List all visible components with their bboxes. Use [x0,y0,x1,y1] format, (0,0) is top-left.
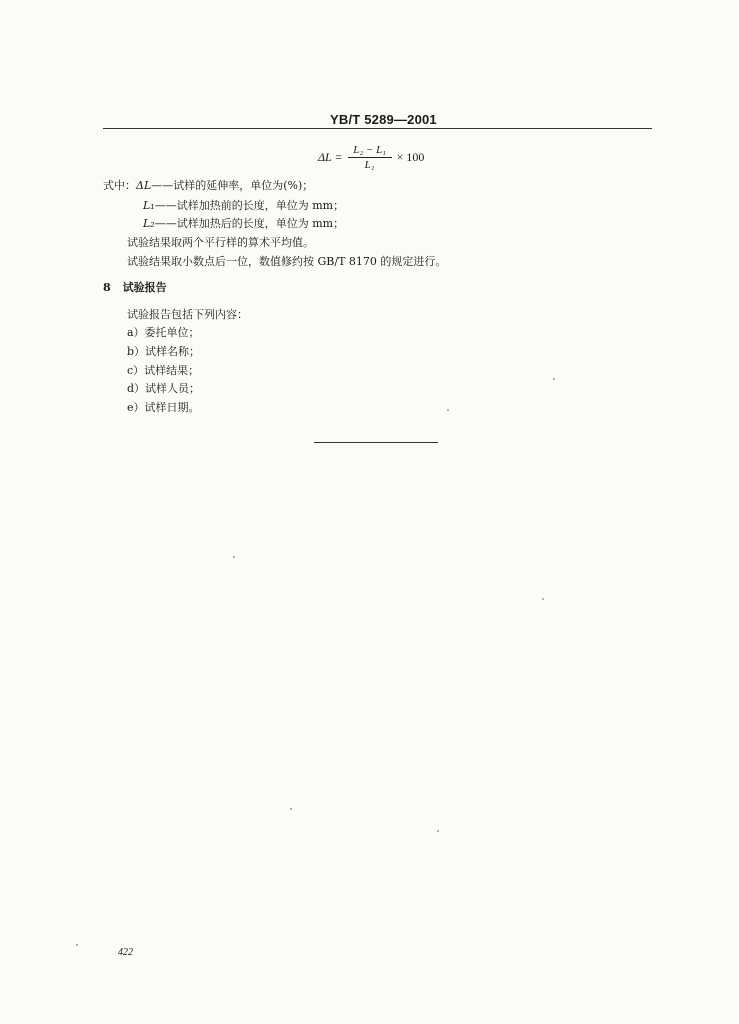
fraction-bar [348,157,392,158]
page-number: 422 [118,947,133,958]
formula-denominator: L₁ [364,159,375,171]
definition-symbol: L₂ [143,217,155,230]
scan-speck [542,598,544,600]
definition-prefix: 式中： [103,179,136,192]
report-item: c）试样结果； [127,364,200,377]
section-8-heading [103,279,167,295]
definition-symbol: ΔL [136,179,152,192]
report-item: b）试样名称； [127,345,201,358]
definition-text: ——试样加热前的长度，单位为 mm； [154,199,345,212]
scan-speck [553,378,555,380]
scan-speck [76,944,78,946]
document-header: YB/T 5289—2001 [330,112,437,127]
scan-speck [290,808,292,810]
section-title: 试验报告 [122,281,167,294]
definition-l2 [143,215,344,231]
elongation-formula [318,144,424,171]
formula-rhs: × 100 [396,150,425,164]
formula-numerator: L₂ − L₁ [353,144,387,156]
formula-fraction [348,144,392,171]
note-average: 试验结果取两个平行样的算术平均值。 [127,236,314,249]
definition-symbol: L₁ [143,199,155,212]
definition-delta-l [103,177,313,193]
end-rule [314,442,438,443]
scan-speck [233,556,235,558]
scan-speck [447,409,449,411]
header-rule [103,128,652,129]
definition-text: ——试样的延伸率，单位为(%)； [151,179,314,192]
scan-speck [437,830,439,832]
report-item: e）试样日期。 [127,401,200,414]
report-intro: 试验报告包括下列内容： [127,308,248,321]
definition-text: ——试样加热后的长度，单位为 mm； [154,217,345,230]
report-item: a）委托单位； [127,326,200,339]
note-rounding: 试验结果取小数点后一位，数值修约按 GB/T 8170 的规定进行。 [127,255,447,268]
formula-lhs: ΔL = [318,150,343,164]
definition-l1 [143,197,344,213]
section-number: 8 [103,281,111,294]
report-item: d）试样人员； [127,382,201,395]
